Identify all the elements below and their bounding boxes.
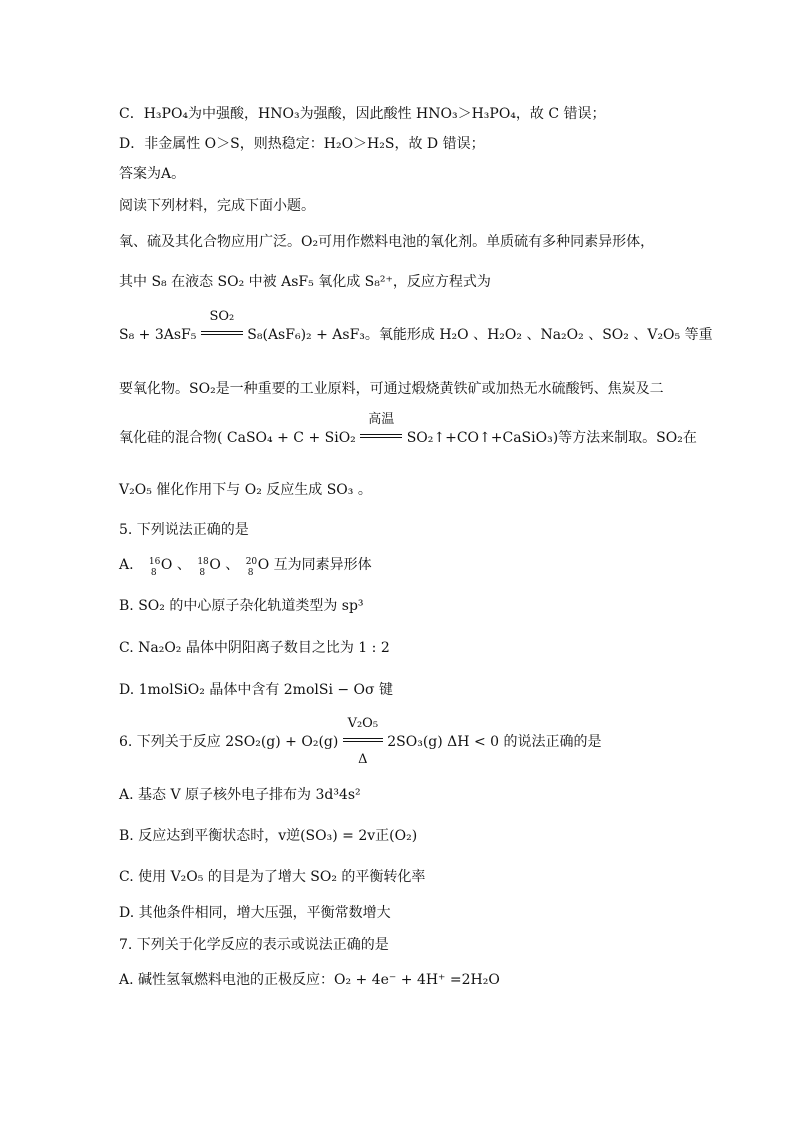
text-line-d-prev: D．非金属性 O＞S，则热稳定：H₂O＞H₂S，故 D 错误；: [119, 136, 485, 152]
q5-option-a: A. 16 8 O 、 18 8 O 、 20 8 O 互为同素异形体: [119, 557, 372, 578]
equation-rhs-2: SO₂↑+CO↑+CaSiO₃)等方法来制取。SO₂在: [406, 430, 697, 446]
q6-stem-post: 2SO₃(g) ΔH < 0 的说法正确的是: [387, 734, 602, 750]
catalyst-label: V₂O₅: [347, 716, 379, 731]
q6-option-c: C. 使用 V₂O₅ 的目是为了增大 SO₂ 的平衡转化率: [119, 869, 426, 885]
reaction-condition-2: 高温: [368, 412, 395, 427]
equation-lhs: S₈ + 3AsF₅: [119, 327, 197, 343]
q5-option-d: D. 1molSiO₂ 晶体中含有 2molSi − Oσ 键: [119, 682, 394, 698]
reaction-condition: SO₂: [209, 309, 235, 324]
equation-rhs: S₈(AsF₆)₂ + AsF₃。氧能形成 H₂O 、H₂O₂ 、Na₂O₂ 、SO₂ 、V₂O₅ 等重: [247, 327, 713, 343]
material-line-3: [119, 309, 713, 345]
heat-label: Δ: [358, 752, 368, 767]
material-line-4: 要氧化物。SO₂是一种重要的工业原料，可通过煅烧黄铁矿或加热无水硫酸钙、焦炭及二: [119, 381, 664, 397]
material-line-1: 氧、硫及其化合物应用广泛。O₂可用作燃料电池的氧化剂。单质硫有多种同素异形体，: [119, 234, 655, 250]
reading-intro: 阅读下列材料，完成下面小题。: [119, 198, 315, 214]
q5-option-c: C. Na₂O₂ 晶体中阴阳离子数目之比为 1 : 2: [119, 640, 390, 656]
reaction-arrow-catalyst: [343, 716, 383, 767]
reaction-arrow-so2: [201, 309, 243, 345]
reaction-arrow-high-temp: [360, 412, 402, 448]
material-line-5: [119, 412, 697, 448]
option-text: 互为同素异形体: [273, 557, 372, 573]
q6-option-d: D. 其他条件相同，增大压强，平衡常数增大: [119, 905, 391, 921]
question-7: 7. 下列关于化学反应的表示或说法正确的是: [119, 937, 389, 953]
question-5: 5. 下列说法正确的是: [119, 522, 249, 538]
q6-option-a: A. 基态 V 原子核外电子排布为 3d³4s²: [119, 787, 361, 803]
material-line-6: V₂O₅ 催化作用下与 O₂ 反应生成 SO₃ 。: [119, 482, 372, 498]
question-6: [119, 716, 602, 767]
q6-stem-pre: 6. 下列关于反应 2SO₂(g) + O₂(g): [119, 734, 339, 750]
q6-option-b: B. 反应达到平衡状态时，v逆(SO₃) = 2v正(O₂): [119, 828, 418, 844]
q7-option-a: A. 碱性氢氧燃料电池的正极反应：O₂ + 4e⁻ + 4H⁺ =2H₂O: [119, 972, 500, 988]
equation-lhs-2: 氧化硅的混合物( CaSO₄ + C + SiO₂: [119, 430, 356, 446]
option-letter: A.: [119, 557, 143, 573]
text-line-c-prev: C．H₃PO₄为中强酸，HNO₃为强酸，因此酸性 HNO₃＞H₃PO₄，故 C 错误；: [119, 106, 606, 122]
material-line-2: 其中 S₈ 在液态 SO₂ 中被 AsF₅ 氧化成 S₈²⁺，反应方程式为: [119, 274, 491, 290]
q5-option-b: B. SO₂ 的中心原子杂化轨道类型为 sp³: [119, 598, 364, 614]
answer-line: 答案为A。: [119, 166, 186, 182]
